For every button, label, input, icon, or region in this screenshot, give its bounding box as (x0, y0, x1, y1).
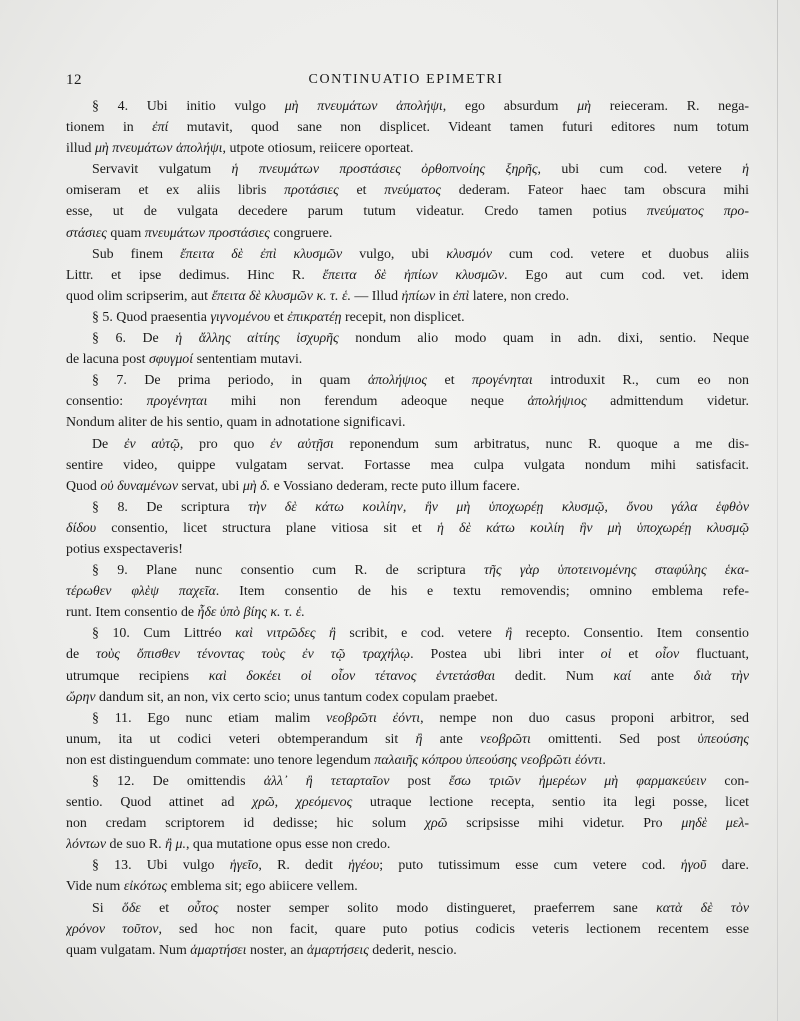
latin-text: , qua mutatione opus esse non credo. (185, 837, 391, 853)
greek-text: ἔπειτα δὲ ἐπὶ κλυσμῶν (180, 246, 343, 262)
greek-text: ἢ μ. (165, 837, 186, 853)
text-line (66, 834, 749, 855)
latin-text: quam (106, 225, 145, 241)
text-line (66, 96, 749, 117)
greek-text: χρῶ (252, 795, 275, 811)
greek-text: νεοβρῶτι ἐόντι (326, 710, 421, 726)
latin-text: consentio: (66, 394, 147, 410)
latin-text: tionem in (66, 120, 153, 136)
greek-text: ἡγέου (348, 858, 380, 874)
latin-text: § 12. De omittendis (92, 774, 264, 789)
latin-text: admittendum videtur. (586, 394, 749, 410)
text-line (66, 370, 749, 391)
latin-text: de lacuna post (66, 352, 149, 368)
latin-text: fluctuant, (679, 647, 749, 663)
page-edge-shadow (777, 0, 778, 1021)
greek-text: ἢ (505, 626, 513, 642)
greek-text: καὶ δοκέει οἱ οἷον τέτανος ἐντετάσθαι (208, 668, 496, 684)
text-line (66, 307, 749, 328)
greek-text: χρεόμενος (295, 795, 353, 811)
greek-text: προγένηται (472, 373, 533, 389)
text-line (66, 940, 749, 961)
latin-text: § 5. Quod praesentia (92, 309, 211, 325)
latin-text: . (602, 752, 606, 768)
text-line (66, 876, 749, 897)
page-number: 12 (66, 72, 82, 88)
latin-text: dederit, nescio. (368, 942, 457, 958)
latin-text: et (338, 183, 385, 199)
greek-text: ἔπειτα δὲ κλυσμῶν κ. τ. ἑ. (211, 288, 351, 304)
greek-text: ἐν αὐτῷ (124, 436, 180, 452)
text-line (66, 180, 749, 201)
text-line (66, 244, 749, 265)
greek-text: λόντων (66, 837, 107, 853)
text-line (66, 434, 749, 455)
greek-text: μηδὲ μελ- (681, 816, 749, 832)
latin-text: § 4. Ubi initio vulgo (92, 99, 285, 114)
greek-text: ἀπολήψιος (367, 373, 428, 389)
greek-text: μὴ δ. (242, 478, 271, 494)
latin-text: omittenti. Sed post (530, 731, 698, 747)
text-line (66, 581, 749, 602)
latin-text: mihi non ferendum adeoque neque (207, 394, 528, 410)
greek-text: ἡ δὲ κάτω κοιλίη ἣν μὴ ὑποχωρέῃ κλυσμῷ (436, 520, 749, 536)
greek-text: μὴ πνευμάτων ἀπολήψι (284, 99, 443, 114)
text-line (66, 750, 749, 771)
text-line (66, 708, 749, 729)
greek-text: ἢ (415, 731, 423, 747)
latin-text: , pro quo (179, 436, 271, 452)
latin-text: e Vossiano dederam, recte puto illum facere. (270, 478, 520, 494)
greek-text: οὐ δυναμένων (100, 478, 179, 494)
latin-text: latere, non credo. (469, 288, 570, 304)
latin-text: et (611, 647, 656, 663)
latin-text: emblema sit; ego abiicere vellem. (167, 879, 358, 895)
latin-text: dederam. Fateor haec tam obscura mihi (441, 183, 749, 199)
latin-text: quam vulgatam. Num (66, 942, 191, 958)
greek-text: κατὰ δὲ τὸν (656, 900, 749, 916)
latin-text: consentio, licet structura plane vitiosa sit et (96, 520, 437, 536)
latin-text: non credam scriptorem id dedisse; hic solum (66, 816, 425, 832)
page-header (66, 72, 746, 96)
greek-text: ἀπολήψιος (527, 394, 587, 410)
greek-text: ἡ (742, 162, 749, 178)
text-line (66, 602, 749, 623)
text-line (66, 855, 749, 876)
greek-text: ἡγεῖο (229, 858, 259, 874)
text-line (66, 412, 749, 433)
text-line (66, 539, 749, 560)
latin-text: Servavit vulgatum (92, 162, 232, 178)
latin-text: § 10. Cum Littréo (92, 626, 236, 642)
greek-text: ἠπίων (401, 288, 436, 304)
latin-text: con- (706, 774, 749, 789)
text-line (66, 771, 749, 792)
greek-text: προτάσιες (284, 183, 339, 199)
latin-text: De (92, 436, 124, 452)
latin-text: , ubi cum cod. vetere (537, 162, 743, 178)
latin-text: , nempe non duo casus proponi arbitror, sed (420, 710, 749, 726)
greek-text: ἐπί (152, 120, 169, 136)
greek-text: γιγνομένου (210, 309, 271, 325)
text-line (66, 518, 749, 539)
greek-text: χρῶ (424, 816, 448, 832)
latin-text: . Ego aut cum cod. vet. idem (504, 267, 749, 283)
greek-text: πνεύματος προ- (646, 204, 749, 220)
latin-text: ante (631, 668, 694, 684)
latin-text: noster semper solito modo distingueret, praeferrem sane (218, 900, 657, 916)
greek-text: χρόνον τοῦτον (66, 921, 159, 937)
latin-text: § 9. Plane nunc consentio cum R. de scriptura (92, 563, 485, 579)
greek-text: διὰ τὴν (693, 668, 749, 684)
latin-text: cum cod. vetere et duobus aliis (492, 246, 749, 262)
latin-text: Sub finem (92, 246, 181, 262)
greek-text: ἐπὶ (452, 288, 470, 304)
greek-text: ἐπικρατέῃ (287, 309, 342, 325)
latin-text: . Postea ubi libri inter (410, 647, 601, 663)
greek-text: οὗτος (187, 900, 219, 916)
latin-text: dare. (706, 858, 749, 874)
greek-text: ἁμαρτήσει (190, 942, 247, 958)
greek-text: εἰκότως (123, 879, 168, 895)
latin-text: nondum alio modo quam in adn. dixi, sentio. Neque (338, 331, 749, 347)
greek-text: ἡ πνευμάτων προστάσιες ὀρθοπνοίης ξηρῆς (231, 162, 538, 178)
greek-text: πνευμάτων προστάσιες (144, 225, 270, 241)
latin-text: , R. dedit (258, 858, 349, 874)
latin-text: , ego absurdum (442, 99, 578, 114)
latin-text: dandum sit, an non, vix certo scio; unus tantum codex copulam praebet. (95, 689, 498, 705)
text-line (66, 792, 749, 813)
text-line (66, 455, 749, 476)
latin-text: , utpote otiosum, reiicere oporteat. (222, 141, 414, 157)
latin-text: Vide num (66, 879, 124, 895)
latin-text: § 7. De prima periodo, in quam (92, 373, 368, 389)
latin-text: ante (422, 731, 481, 747)
running-title: CONTINUATIO EPIMETRI (308, 72, 504, 87)
text-line (66, 623, 749, 644)
greek-text: μὴ πνευμάτων ἀπολήψι (94, 141, 223, 157)
greek-text: κλυσμόν (446, 246, 492, 262)
latin-text: omiseram et ex aliis libris (66, 183, 285, 199)
latin-text: scribit, e cod. vetere (335, 626, 506, 642)
greek-text: ἔπειτα δὲ ἠπίων κλυσμῶν (322, 267, 505, 283)
latin-text: mutavit, quod sane non displicet. Videant tamen futuri editores num totum (168, 120, 749, 136)
text-line (66, 919, 749, 940)
latin-text: utraque lectione recepta, sentio ita legi posse, licet (352, 795, 749, 811)
text-line (66, 391, 749, 412)
greek-text: καὶ νιτρῶδες ἢ (235, 626, 336, 642)
text-line (66, 286, 749, 307)
greek-text: ἧδε ὑπὸ βίης κ. τ. ἑ. (197, 605, 305, 621)
text-line (66, 328, 749, 349)
latin-text: § 8. De scriptura (92, 499, 249, 515)
latin-text: , (274, 795, 296, 811)
greek-text: στάσιες (66, 225, 107, 241)
latin-text: , sed hoc non facit, quare puto potius codicis veteris lectionem recentem esse (158, 921, 749, 937)
latin-text: recepit, non displicet. (341, 309, 465, 325)
text-line (66, 201, 749, 222)
text-line (66, 159, 749, 180)
greek-text: ὤρην (66, 689, 96, 705)
text-line (66, 265, 749, 286)
latin-text: unum, ita ut codici veteri obtemperandum sit (66, 731, 416, 747)
latin-text: — Illud (350, 288, 402, 304)
greek-text: ἡγοῦ (680, 858, 707, 874)
text-line (66, 898, 749, 919)
latin-text: esse, ut de vulgata decedere parum tutum videatur. Credo tamen potius (66, 204, 647, 220)
greek-text: καί (613, 668, 632, 684)
latin-text: de suo R. (106, 837, 166, 853)
text-line (66, 497, 749, 518)
body-text (66, 96, 749, 961)
latin-text: vulgo, ubi (342, 246, 447, 262)
latin-text: post (389, 774, 449, 789)
greek-text: προγένηται (146, 394, 208, 410)
greek-text: ἁμαρτήσεις (306, 942, 369, 958)
greek-text: παλαιῆς κόπρου ὑπεούσης νεοβρῶτι ἐόντι (374, 752, 603, 768)
greek-text: νεοβρῶτι (480, 731, 531, 747)
greek-text: πνεύματος (384, 183, 442, 199)
latin-text: in (435, 288, 453, 304)
latin-text: runt. Item consentio de (66, 605, 198, 621)
text-line (66, 138, 749, 159)
text-line (66, 560, 749, 581)
greek-text: ἐν αὐτῇσι (270, 436, 334, 452)
text-line (66, 476, 749, 497)
latin-text: § 6. De (92, 331, 176, 347)
greek-text: τέρωθεν φλὲψ παχεῖα (66, 584, 216, 600)
latin-text: illud (66, 141, 95, 157)
latin-text: et (140, 900, 188, 916)
greek-text: ὅδε (121, 900, 141, 916)
latin-text: et (270, 309, 288, 325)
latin-text: recepto. Consentio. Item consentio (512, 626, 749, 642)
latin-text: sentire video, quippe vulgatam servat. Fortasse mea culpa vulgata nondum mihi satisfacit. (66, 457, 749, 473)
greek-text: τοὺς ὄπισθεν τένοντας τοὺς ἐν τῷ τραχήλῳ (96, 647, 411, 663)
latin-text: dedit. Num (495, 668, 614, 684)
latin-text: noster, an (246, 942, 307, 958)
greek-text: δίδου (66, 520, 97, 536)
latin-text: Littr. et ipse dedimus. Hinc R. (66, 267, 323, 283)
latin-text: Quod (66, 478, 101, 494)
text-line (66, 687, 749, 708)
greek-text: τῆς γὰρ ὑποτεινομένης σταφύλης ἑκα- (484, 563, 749, 579)
greek-text: οἱ (600, 647, 612, 663)
latin-text: sententiam mutavi. (193, 352, 303, 368)
latin-text: introduxit R., cum eo non (532, 373, 749, 389)
latin-text: Si (92, 900, 122, 916)
latin-text: Nondum aliter de his sentio, quam in adnotatione significavi. (66, 415, 406, 431)
latin-text: utrumque recipiens (66, 668, 209, 684)
latin-text: non est distinguendum commate: uno tenore legendum (66, 752, 375, 768)
latin-text: § 13. Ubi vulgo (92, 858, 230, 874)
greek-text: ὑπεούσης (697, 731, 749, 747)
latin-text: ; puto tutissimum esse cum vetere cod. (379, 858, 681, 874)
greek-text: ἔσω τριῶν ἡμερέων μὴ φαρμακεύειν (448, 774, 707, 789)
latin-text: de (66, 647, 97, 663)
greek-text: τὴν δὲ κάτω κοιλίην, ἣν μὴ ὑποχωρέῃ κλυσμῷ, ὄνου γάλα ἑφθὸν (248, 499, 749, 515)
latin-text: scripsisse mihi videtur. Pro (447, 816, 682, 832)
greek-text: οἷον (655, 647, 680, 663)
latin-text: reieceram. R. nega- (591, 99, 749, 114)
greek-text: σφυγμοί (148, 352, 194, 368)
greek-text: μὴ (577, 99, 592, 114)
text-line (66, 223, 749, 244)
text-line (66, 644, 749, 665)
text-line (66, 813, 749, 834)
latin-text: servat, ubi (178, 478, 243, 494)
latin-text: sentio. Quod attinet ad (66, 795, 253, 811)
latin-text: congruere. (269, 225, 333, 241)
latin-text: . Item consentio de his e textu removendis; omnino emblema refe- (215, 584, 749, 600)
latin-text: reponendum sum arbitratus, nunc R. quoque a me dis- (333, 436, 749, 452)
text-line (66, 666, 749, 687)
text-line (66, 117, 749, 138)
text-line (66, 349, 749, 370)
text-line (66, 729, 749, 750)
latin-text: quod olim scripserim, aut (66, 288, 212, 304)
latin-text: § 11. Ego nunc etiam malim (92, 710, 327, 726)
greek-text: ἡ ἄλλης αἰτίης ἰσχυρῆς (175, 331, 339, 347)
greek-text: ἀλλ᾽ ἢ τεταρταῖον (263, 774, 390, 789)
latin-text: et (427, 373, 473, 389)
latin-text: potius exspectaveris! (66, 541, 183, 557)
